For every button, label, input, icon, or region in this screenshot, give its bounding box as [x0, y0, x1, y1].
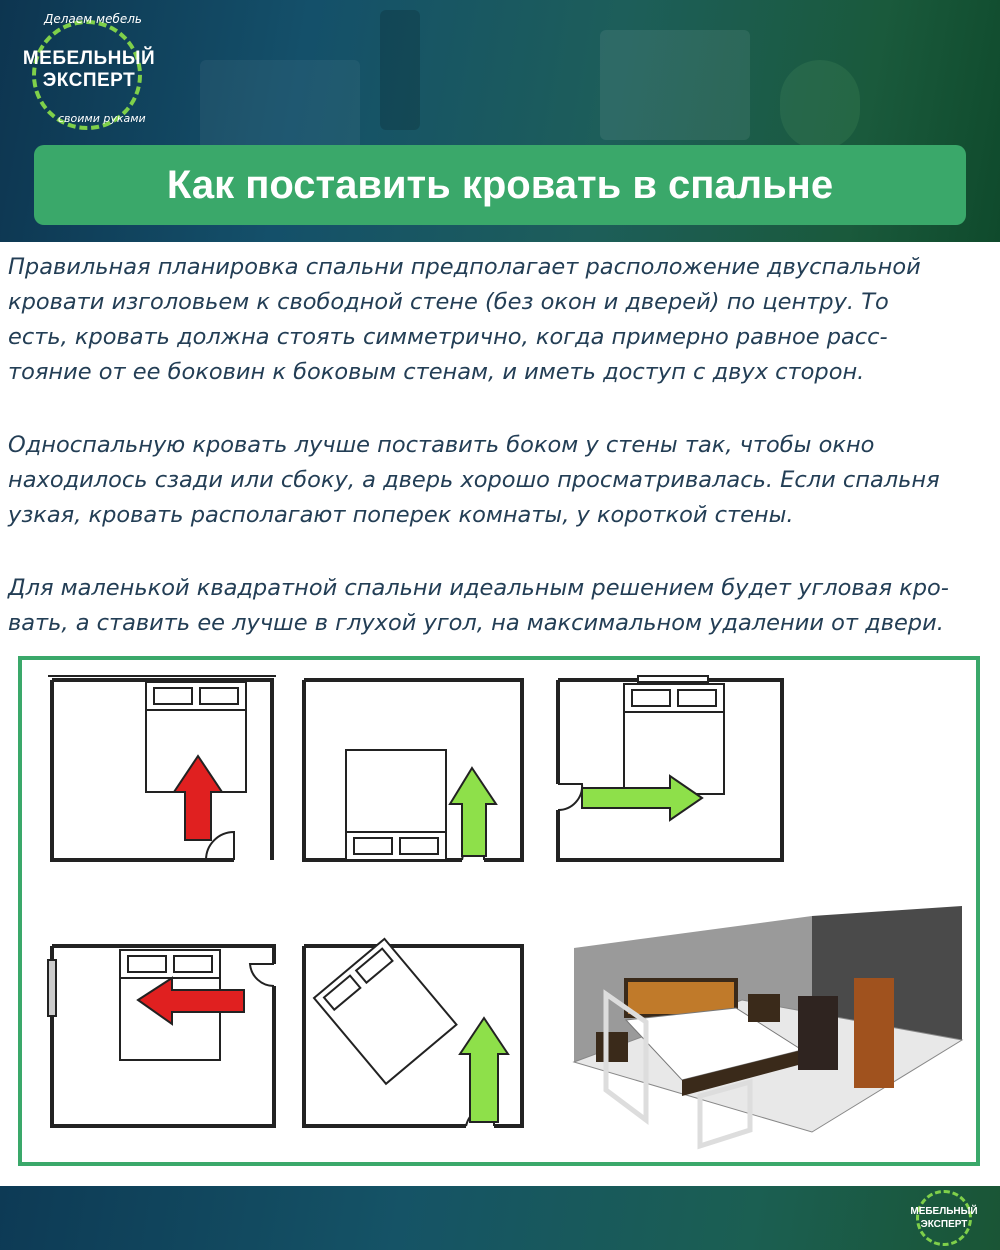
logo-tagline-bottom: своими руками	[58, 112, 146, 125]
arrow-green-icon	[460, 1018, 508, 1122]
paragraph-double-bed: Правильная планировка спальни предполагает расположение двуспальной кровати изголовьем к свободной стене (без окон и дверей) по центру. То есть, кровать должна стоять симметрично, когда примерно равное расс- тояние от ее боковин к боковым стенам, и иметь доступ с двух сторон.	[8, 254, 921, 385]
plan-double-bed-center	[48, 676, 276, 860]
brand-logo[interactable]	[14, 8, 164, 134]
plan-bed-against-window-wall	[48, 946, 274, 1126]
logo-name-line2: ЭКСПЕРТ	[42, 70, 136, 91]
footer-logo[interactable]	[906, 1190, 982, 1246]
footer-logo-line1: МЕБЕЛЬНЫЙ	[910, 1206, 978, 1217]
plan-bed-facing-door	[304, 680, 522, 860]
background-lamp	[380, 10, 420, 130]
background-plant	[780, 60, 860, 150]
floor-plans-illustration	[22, 660, 976, 1162]
arrow-green-icon	[450, 768, 496, 856]
logo-name-line1: МЕБЕЛЬНЫЙ	[22, 48, 156, 69]
plan-narrow-room	[558, 676, 782, 860]
footer-logo-ring	[916, 1190, 972, 1246]
footer-logo-line2: ЭКСПЕРТ	[920, 1219, 968, 1230]
layout-diagram	[18, 656, 980, 1166]
paragraph-single-bed: Односпальную кровать лучше поставить боком у стены так, чтобы окно находилось сзади или сбоку, а дверь хорошо просматривалась. Если спальня узкая, кровать располагают поперек комнаты, у короткой стены.	[8, 432, 940, 528]
page-title: Как поставить кровать в спальне	[166, 162, 834, 207]
plan-corner-bed	[304, 939, 522, 1126]
background-cabinet	[200, 60, 360, 150]
title-bar	[34, 145, 966, 225]
background-shelf	[600, 30, 750, 140]
bedroom-3d-render	[574, 906, 962, 1146]
footer-banner	[0, 1186, 1000, 1250]
paragraph-corner-bed: Для маленькой квадратной спальни идеальным решением будет угловая кро- вать, а ставить ее лучше в глухой угол, на максимальном удалении от двери.	[8, 575, 949, 636]
header-banner	[0, 0, 1000, 242]
logo-tagline-top: Делаем мебель	[44, 12, 142, 26]
